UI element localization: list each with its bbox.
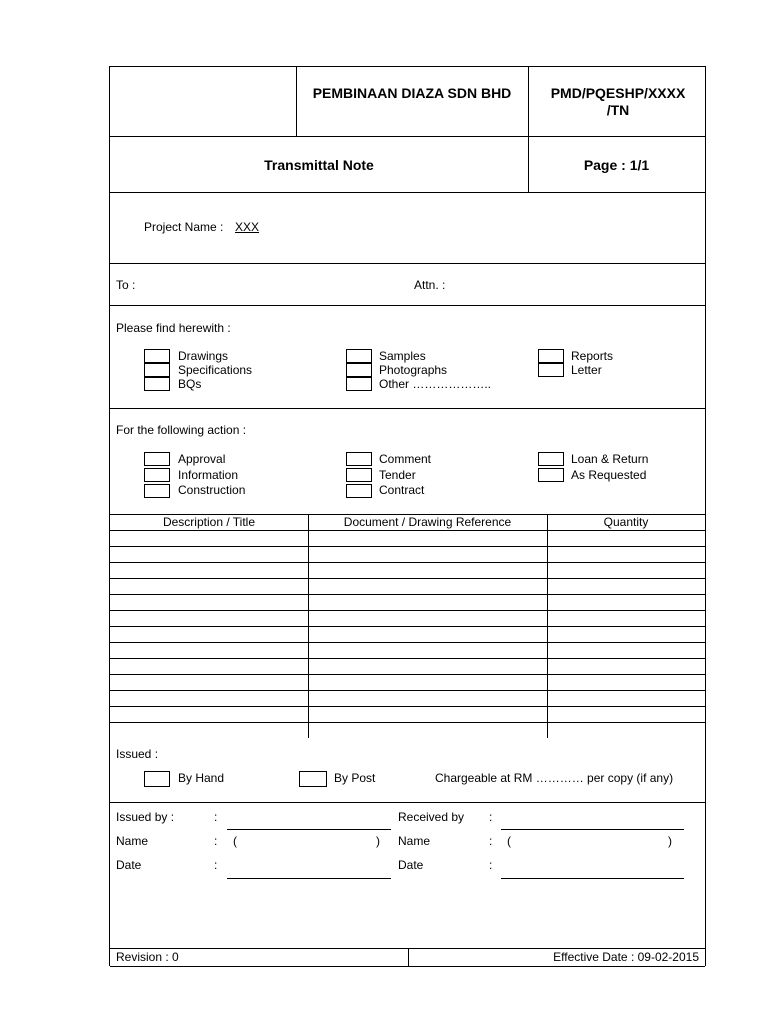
received-by-line[interactable] [501,829,684,830]
title-rule [110,192,705,193]
information-label: Information [178,468,239,482]
bqs-label: BQs [178,377,202,391]
issued-by-line[interactable] [227,829,391,830]
recipient-rule [110,305,705,306]
tender-checkbox[interactable] [346,468,372,482]
table-row[interactable] [110,579,705,594]
letter-label: Letter [571,363,602,377]
table-row-rule [110,722,705,723]
specifications-checkbox[interactable] [144,363,170,377]
construction-label: Construction [178,483,246,497]
received-by-colon: : [489,810,493,824]
table-row[interactable] [110,563,705,578]
table-col-divider-2 [547,514,548,738]
by-post-label: By Post [334,771,376,785]
construction-checkbox[interactable] [144,484,170,498]
table-row[interactable] [110,675,705,690]
enclosures-heading: Please find herewith : [116,321,231,335]
issued-date-colon: : [214,858,218,872]
col-header-reference: Document / Drawing Reference [343,515,512,529]
header-divider-1 [296,67,297,136]
reports-label: Reports [571,349,614,363]
table-row[interactable] [110,627,705,642]
transmittal-form [109,66,706,966]
footer-divider [408,948,409,966]
footer-bottom-rule [110,966,705,967]
issued-name-colon: : [214,834,218,848]
information-checkbox[interactable] [144,468,170,482]
by-hand-checkbox[interactable] [144,771,170,787]
bqs-checkbox[interactable] [144,377,170,391]
table-row[interactable] [110,611,705,626]
approval-checkbox[interactable] [144,452,170,466]
contract-checkbox[interactable] [346,484,372,498]
table-row[interactable] [110,643,705,658]
project-name-value[interactable]: XXX [235,220,260,234]
drawings-label: Drawings [178,349,229,363]
issued-date-line[interactable] [227,878,391,879]
chargeable-note: Chargeable at RM ………… per copy (if any) [435,771,674,785]
issued-rule [110,802,705,803]
received-date-colon: : [489,858,493,872]
table-row[interactable] [110,531,705,546]
revision: Revision : 0 [116,950,179,964]
comment-checkbox[interactable] [346,452,372,466]
comment-label: Comment [379,452,432,466]
table-row[interactable] [110,547,705,562]
table-row[interactable] [110,707,705,722]
issued-by-colon: : [214,810,218,824]
received-date-label: Date [398,858,424,872]
photographs-label: Photographs [379,363,448,377]
issued-by-label: Issued by : [116,810,175,824]
approval-label: Approval [178,452,226,466]
issued-name-open-paren: ( [233,834,237,848]
photographs-checkbox[interactable] [346,363,372,377]
header-rule [110,136,705,137]
issued-heading: Issued : [116,747,159,761]
drawings-checkbox[interactable] [144,349,170,363]
received-name-label: Name [398,834,431,848]
letter-checkbox[interactable] [538,363,564,377]
col-header-description: Description / Title [162,515,256,529]
specifications-label: Specifications [178,363,253,377]
issued-date-label: Date [116,858,142,872]
reports-checkbox[interactable] [538,349,564,363]
actions-heading: For the following action : [116,423,247,437]
as-requested-checkbox[interactable] [538,468,564,482]
form-title: Transmittal Note [264,157,374,173]
by-post-checkbox[interactable] [299,771,327,787]
page-number: Page : 1/1 [583,157,650,173]
by-hand-label: By Hand [178,771,225,785]
table-row[interactable] [110,659,705,674]
col-header-quantity: Quantity [603,515,649,529]
company-name: PEMBINAAN DIAZA SDN BHD [312,85,512,101]
attn-label: Attn. : [414,278,446,292]
received-date-line[interactable] [501,878,684,879]
samples-label: Samples [379,349,426,363]
table-row[interactable] [110,691,705,706]
samples-checkbox[interactable] [346,349,372,363]
contract-label: Contract [379,483,425,497]
to-label: To : [116,278,136,292]
project-name-label: Project Name : [144,220,224,234]
loan-return-checkbox[interactable] [538,452,564,466]
enclosures-rule [110,408,705,409]
received-by-label: Received by [398,810,465,824]
received-name-colon: : [489,834,493,848]
received-name-close-paren: ) [668,834,672,848]
project-rule [110,263,705,264]
issued-name-close-paren: ) [376,834,380,848]
effective-date: Effective Date : 09-02-2015 [553,950,699,964]
tender-label: Tender [379,468,416,482]
document-code: PMD/PQESHP/XXXX /TN [550,85,686,118]
table-row[interactable] [110,595,705,610]
received-name-open-paren: ( [507,834,511,848]
other-checkbox[interactable] [346,377,372,391]
as-requested-label: As Requested [571,468,647,482]
table-col-divider-1 [308,514,309,738]
issued-name-label: Name [116,834,149,848]
loan-return-label: Loan & Return [571,452,649,466]
other-label: Other ……………….. [379,377,492,391]
